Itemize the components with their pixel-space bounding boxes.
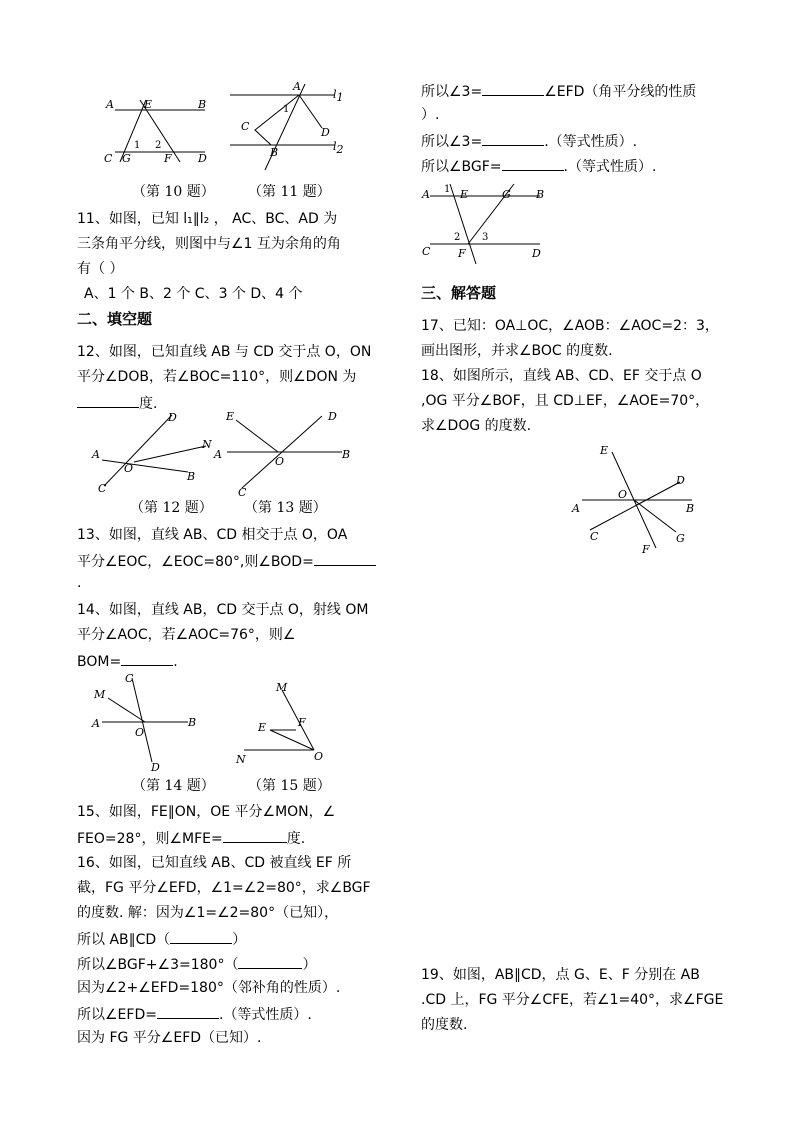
label-G: G <box>502 188 511 201</box>
label-C: C <box>590 530 599 543</box>
label-E: E <box>226 410 235 423</box>
answer-blank <box>223 828 287 843</box>
solution-line-4: 所以∠BGF= .（等式性质）. <box>421 156 656 176</box>
label-B: B <box>342 448 351 461</box>
question-16-line-4: 所以 AB∥CD（ ） <box>77 929 246 949</box>
figure-16-diagram <box>418 180 553 275</box>
label-D: D <box>676 474 685 487</box>
label-G: G <box>676 532 685 545</box>
label-F: F <box>458 247 466 260</box>
question-19-line-2: .CD 上，FG 平分∠CFE，若∠1=40°，求∠FGE <box>421 992 724 1008</box>
figure-10-diagram <box>100 80 220 170</box>
angle-2-label: 2 <box>454 232 461 243</box>
question-13-line-1: 13、如图，直线 AB、CD 相交于点 O，OA <box>77 527 348 543</box>
label-l2: l2 <box>333 140 344 156</box>
label-N: N <box>202 438 212 451</box>
label-B: B <box>187 470 196 483</box>
answer-blank <box>314 551 376 566</box>
label-A: A <box>106 98 114 111</box>
label-E: E <box>144 98 153 111</box>
label-F: F <box>164 152 172 165</box>
label-M: M <box>94 688 106 701</box>
question-12-line-3: 度. <box>77 393 157 413</box>
angle-1-label: 1 <box>283 104 290 115</box>
question-15-line-2: FEO=28°，则∠MFE= 度. <box>77 828 305 848</box>
question-11-line-3: 有（ ） <box>77 261 124 277</box>
label-O: O <box>618 488 628 501</box>
answer-blank <box>121 651 173 666</box>
question-14-line-1: 14、如图，直线 AB，CD 交于点 O，射线 OM <box>77 602 369 618</box>
angle-1-label: 1 <box>444 184 451 195</box>
label-F: F <box>642 543 650 556</box>
caption-q11: （第 11 题） <box>248 184 331 200</box>
question-16-line-2: 截，FG 平分∠EFD，∠1=∠2=80°，求∠BGF <box>77 880 371 896</box>
caption-q13: （第 13 题） <box>244 500 327 516</box>
answer-blank <box>502 156 564 171</box>
question-17-line-2: 画出图形，并求∠BOC 的度数. <box>421 343 613 359</box>
question-16-line-1: 16、如图，已知直线 AB、CD 被直线 EF 所 <box>77 855 352 871</box>
label-M: M <box>276 681 288 694</box>
label-A: A <box>92 448 100 461</box>
label-E: E <box>600 444 609 457</box>
question-16-line-8: 因为 FG 平分∠EFD（已知）. <box>77 1030 262 1046</box>
question-12-line-2: 平分∠DOB，若∠BOC=110°，则∠DON 为 <box>77 369 357 385</box>
label-C: C <box>125 672 134 685</box>
label-B: B <box>536 188 545 201</box>
question-11-options: A、1 个 B、2 个 C、3 个 D、4 个 <box>84 286 303 302</box>
label-C: C <box>98 482 107 495</box>
answer-blank <box>482 131 544 146</box>
question-14-line-3: BOM= . <box>77 651 178 671</box>
caption-q10: （第 10 题） <box>132 184 215 200</box>
label-O: O <box>135 726 145 739</box>
figure-14-diagram <box>90 670 210 775</box>
label-B: B <box>188 716 197 729</box>
figure-12-diagram <box>88 410 218 495</box>
answer-blank <box>77 393 139 408</box>
label-G: G <box>122 152 131 165</box>
solution-line-1: 所以∠3= ∠EFD（角平分线的性质 <box>421 81 696 101</box>
label-O: O <box>275 455 285 468</box>
question-19-line-1: 19、如图，AB∥CD，点 G、E、F 分别在 AB <box>421 967 700 983</box>
label-C: C <box>422 245 431 258</box>
label-A: A <box>214 448 222 461</box>
label-C: C <box>241 120 250 133</box>
label-C: C <box>104 152 113 165</box>
label-O: O <box>314 750 324 763</box>
label-E: E <box>460 188 469 201</box>
section-3-title: 三、解答题 <box>421 284 497 302</box>
label-O: O <box>124 462 134 475</box>
section-2-title: 二、填空题 <box>77 310 153 328</box>
label-A: A <box>422 188 430 201</box>
figure-11-diagram <box>225 78 355 178</box>
question-11-line-2: 三条角平分线，则图中与∠1 互为余角的角 <box>77 236 341 252</box>
label-D: D <box>328 410 337 423</box>
label-B: B <box>270 146 279 159</box>
label-B: B <box>686 502 695 515</box>
label-D: D <box>532 247 541 260</box>
question-18-line-2: ,OG 平分∠BOF，且 CD⊥EF，∠AOE=70°， <box>421 393 710 409</box>
answer-blank <box>238 954 302 969</box>
question-19-line-3: 的度数. <box>421 1017 468 1033</box>
question-14-line-2: 平分∠AOC，若∠AOC=76°，则∠ <box>77 627 296 643</box>
label-A: A <box>92 717 100 730</box>
label-A: A <box>293 80 301 93</box>
caption-q14: （第 14 题） <box>132 778 215 794</box>
caption-q12: （第 12 题） <box>130 500 213 516</box>
question-16-line-6: 因为∠2+∠EFD=180°（邻补角的性质）. <box>77 980 341 996</box>
solution-line-2: ）. <box>421 107 440 123</box>
label-E: E <box>258 721 267 734</box>
solution-line-3: 所以∠3= .（等式性质）. <box>421 131 637 151</box>
question-18-line-1: 18、如图所示，直线 AB、CD、EF 交于点 O <box>421 368 702 384</box>
angle-3-label: 3 <box>482 232 489 243</box>
question-16-line-5: 所以∠BGF+∠3=180°（ ） <box>77 954 316 974</box>
angle-2-label: 2 <box>155 140 162 151</box>
question-17-line-1: 17、已知：OA⊥OC，∠AOB：∠AOC=2：3， <box>421 318 719 334</box>
figure-15-diagram <box>230 678 330 768</box>
angle-1-label: 1 <box>134 140 141 151</box>
label-D: D <box>151 761 160 774</box>
label-D: D <box>198 152 207 165</box>
question-16-line-7: 所以∠EFD= .（等式性质）. <box>77 1004 312 1024</box>
caption-q15: （第 15 题） <box>248 778 331 794</box>
label-A: A <box>572 502 580 515</box>
question-13-line-3: . <box>77 575 82 591</box>
figure-13-diagram <box>212 408 357 498</box>
label-D: D <box>168 411 177 424</box>
figure-18-diagram <box>568 440 703 558</box>
question-15-line-1: 15、如图，FE∥ON，OE 平分∠MON，∠ <box>77 804 336 820</box>
answer-blank <box>157 1004 219 1019</box>
answer-blank <box>170 929 232 944</box>
question-12-line-1: 12、如图，已知直线 AB 与 CD 交于点 O，ON <box>77 344 372 360</box>
label-C: C <box>238 486 247 499</box>
label-F: F <box>298 716 306 729</box>
question-16-line-3: 的度数. 解：因为∠1=∠2=80°（已知）， <box>77 905 339 921</box>
answer-blank <box>482 81 544 96</box>
question-11-line-1: 11、如图，已知 l₁∥l₂ ， AC、BC、AD 为 <box>77 211 338 227</box>
label-D: D <box>321 126 330 139</box>
question-13-line-2: 平分∠EOC，∠EOC=80°,则∠BOD= <box>77 551 376 571</box>
label-N: N <box>236 753 246 766</box>
question-18-line-3: 求∠DOG 的度数. <box>421 418 532 434</box>
label-l1: l1 <box>333 88 344 104</box>
label-B: B <box>198 98 207 111</box>
